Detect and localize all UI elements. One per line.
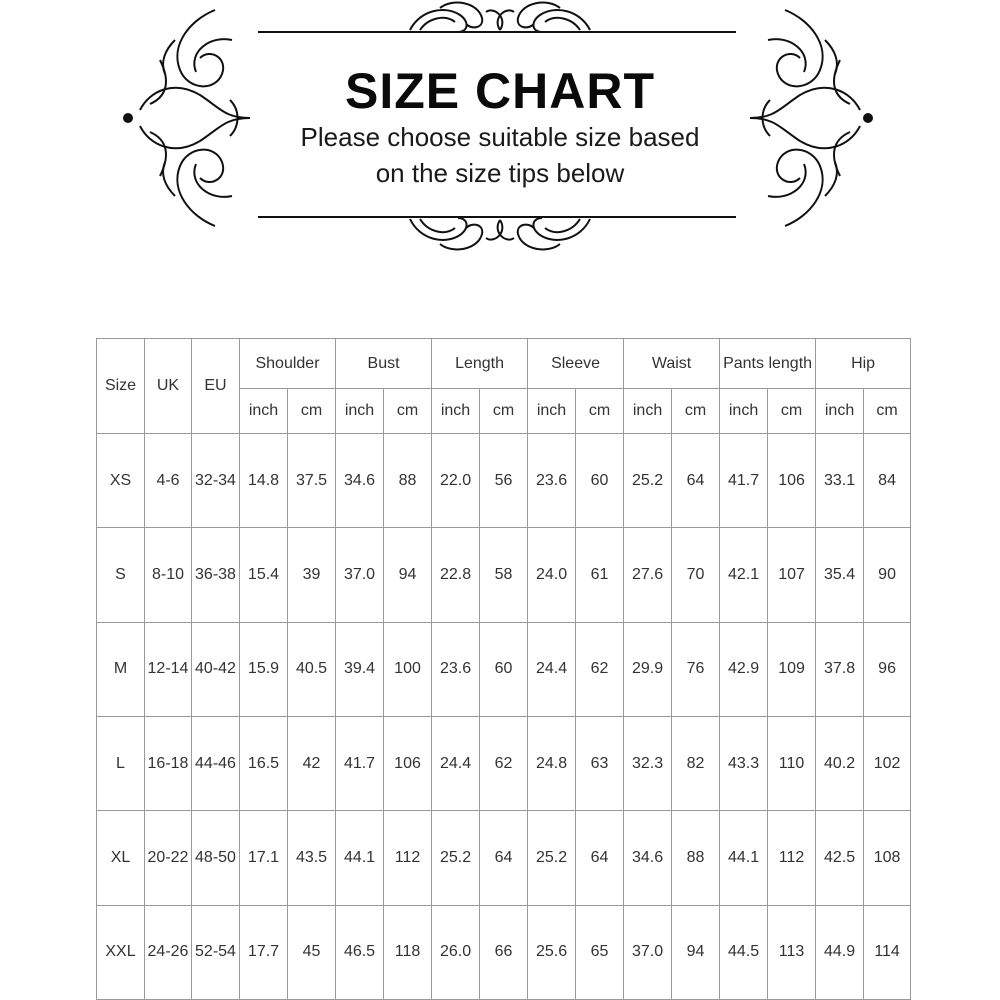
table-row [97,434,911,528]
column-header-uk: UK [145,339,192,434]
page-title: SIZE CHART [345,63,655,119]
unit-cm: cm [480,389,528,434]
cell-cm: 62 [480,716,528,810]
unit-inch: inch [816,389,864,434]
table-row [97,622,911,716]
cell-cm: 88 [672,811,720,905]
cell-inch: 26.0 [432,905,480,999]
cell-inch: 37.0 [336,528,384,622]
cell-cm: 43.5 [288,811,336,905]
cell-inch: 15.4 [240,528,288,622]
column-header-bust: Bust [336,339,432,389]
cell-inch: 35.4 [816,528,864,622]
cell-cm: 64 [480,811,528,905]
subtitle-line-2: on the size tips below [375,158,625,188]
cell-cm: 64 [672,434,720,528]
cell-cm: 84 [864,434,911,528]
cell-cm: 90 [864,528,911,622]
cell-inch: 22.8 [432,528,480,622]
cell-inch: 23.6 [432,622,480,716]
unit-inch: inch [720,389,768,434]
unit-cm: cm [864,389,911,434]
cell-cm: 107 [768,528,816,622]
cell-cm: 112 [768,811,816,905]
cell-inch: 24.0 [528,528,576,622]
cell-cm: 70 [672,528,720,622]
cell-inch: 25.2 [432,811,480,905]
column-header-sleeve: Sleeve [528,339,624,389]
cell-cm: 65 [576,905,624,999]
cell-uk: 8-10 [145,528,192,622]
cell-inch: 34.6 [336,434,384,528]
cell-inch: 44.5 [720,905,768,999]
unit-inch: inch [240,389,288,434]
table-row [97,716,911,810]
column-header-length: Length [432,339,528,389]
cell-inch: 44.1 [720,811,768,905]
cell-inch: 25.6 [528,905,576,999]
cell-eu: 40-42 [192,622,240,716]
cell-size: XXL [97,905,145,999]
cell-size: M [97,622,145,716]
cell-cm: 40.5 [288,622,336,716]
column-header-pants-length: Pants length [720,339,816,389]
cell-inch: 44.9 [816,905,864,999]
table-row [97,528,911,622]
cell-eu: 52-54 [192,905,240,999]
cell-inch: 24.4 [432,716,480,810]
unit-inch: inch [528,389,576,434]
cell-inch: 41.7 [336,716,384,810]
cell-cm: 100 [384,622,432,716]
cell-inch: 46.5 [336,905,384,999]
unit-cm: cm [672,389,720,434]
size-table-body [97,434,911,1000]
cell-cm: 94 [672,905,720,999]
cell-cm: 39 [288,528,336,622]
cell-cm: 106 [384,716,432,810]
cell-inch: 29.9 [624,622,672,716]
cell-cm: 60 [576,434,624,528]
cell-inch: 25.2 [624,434,672,528]
cell-cm: 63 [576,716,624,810]
cell-inch: 33.1 [816,434,864,528]
cell-inch: 41.7 [720,434,768,528]
cell-cm: 102 [864,716,911,810]
cell-cm: 37.5 [288,434,336,528]
unit-inch: inch [432,389,480,434]
unit-cm: cm [288,389,336,434]
table-header-row [97,339,911,389]
cell-inch: 22.0 [432,434,480,528]
cell-inch: 40.2 [816,716,864,810]
cell-inch: 43.3 [720,716,768,810]
cell-inch: 16.5 [240,716,288,810]
cell-cm: 114 [864,905,911,999]
cell-cm: 110 [768,716,816,810]
cell-inch: 34.6 [624,811,672,905]
cell-size: XL [97,811,145,905]
cell-cm: 112 [384,811,432,905]
cell-size: L [97,716,145,810]
cell-inch: 24.4 [528,622,576,716]
cell-inch: 37.8 [816,622,864,716]
cell-cm: 88 [384,434,432,528]
cell-uk: 24-26 [145,905,192,999]
column-header-waist: Waist [624,339,720,389]
cell-inch: 32.3 [624,716,672,810]
cell-inch: 25.2 [528,811,576,905]
cell-inch: 24.8 [528,716,576,810]
table-row [97,811,911,905]
cell-cm: 42 [288,716,336,810]
cell-cm: 96 [864,622,911,716]
cell-cm: 108 [864,811,911,905]
cell-cm: 64 [576,811,624,905]
cell-uk: 20-22 [145,811,192,905]
column-header-shoulder: Shoulder [240,339,336,389]
size-table [96,338,911,1000]
subtitle-line-1: Please choose suitable size based [300,122,700,152]
unit-inch: inch [336,389,384,434]
cell-cm: 58 [480,528,528,622]
cell-uk: 4-6 [145,434,192,528]
cell-cm: 61 [576,528,624,622]
unit-cm: cm [576,389,624,434]
cell-eu: 44-46 [192,716,240,810]
cell-cm: 94 [384,528,432,622]
cell-cm: 82 [672,716,720,810]
cell-cm: 106 [768,434,816,528]
cell-cm: 45 [288,905,336,999]
cell-inch: 42.9 [720,622,768,716]
cell-eu: 48-50 [192,811,240,905]
cell-cm: 118 [384,905,432,999]
cell-size: S [97,528,145,622]
column-header-size: Size [97,339,145,434]
cell-inch: 14.8 [240,434,288,528]
cell-inch: 27.6 [624,528,672,622]
cell-cm: 66 [480,905,528,999]
cell-cm: 62 [576,622,624,716]
cell-eu: 36-38 [192,528,240,622]
cell-uk: 12-14 [145,622,192,716]
cell-cm: 76 [672,622,720,716]
cell-inch: 15.9 [240,622,288,716]
cell-inch: 42.1 [720,528,768,622]
table-row [97,905,911,999]
cell-inch: 17.1 [240,811,288,905]
cell-size: XS [97,434,145,528]
cell-inch: 42.5 [816,811,864,905]
cell-uk: 16-18 [145,716,192,810]
cell-inch: 23.6 [528,434,576,528]
cell-inch: 44.1 [336,811,384,905]
cell-inch: 37.0 [624,905,672,999]
cell-eu: 32-34 [192,434,240,528]
cell-cm: 109 [768,622,816,716]
cell-cm: 113 [768,905,816,999]
column-header-eu: EU [192,339,240,434]
cell-cm: 56 [480,434,528,528]
cell-inch: 17.7 [240,905,288,999]
unit-cm: cm [384,389,432,434]
cell-inch: 39.4 [336,622,384,716]
unit-inch: inch [624,389,672,434]
unit-cm: cm [768,389,816,434]
size-chart-header [0,0,1000,260]
column-header-hip: Hip [816,339,911,389]
cell-cm: 60 [480,622,528,716]
